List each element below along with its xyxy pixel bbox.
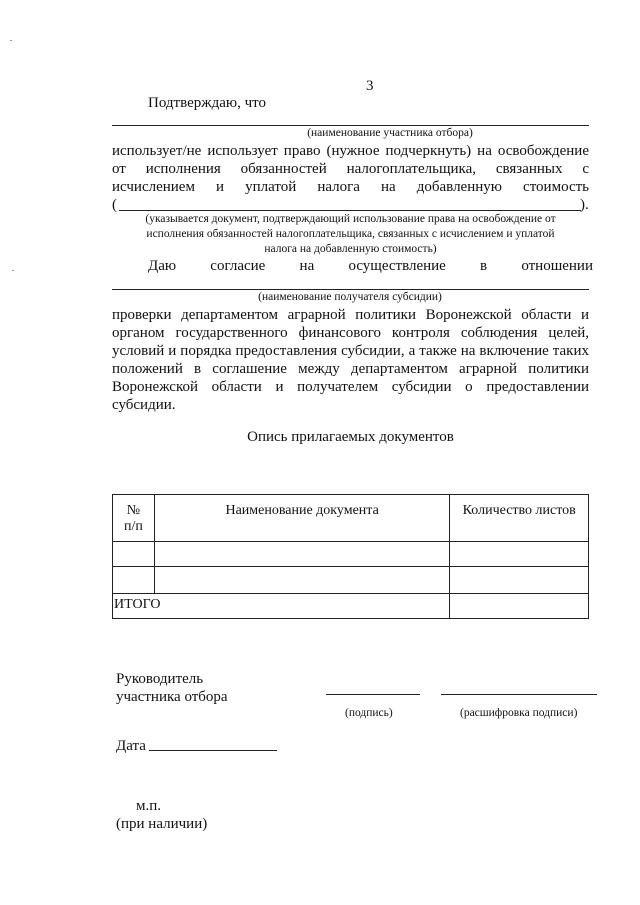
table-cell[interactable] [450,542,589,567]
vat-caption-line-2: исполнения обязанностей налогоплательщика, связанных с исчислением и уплатой [146,228,555,240]
close-paren: ). [580,197,589,213]
consent-line-1: проверки департаментом аграрной политики Воронежской области и [112,307,589,323]
vat-document-line [119,210,581,211]
signature-decode-caption: (расшифровка подписи) [460,707,578,719]
col-name-header: Наименование документа [154,495,450,542]
consent-line-5: Воронежской области и получателем субсидии о предоставлении [112,379,589,395]
open-paren: ( [112,197,117,213]
vat-caption-line-1: (указывается документ, подтверждающий использование права на освобождение от [145,213,556,225]
vat-line-2: от исполнения обязанностей налогоплательщика, связанных с [112,161,589,177]
date-label: Дата [116,738,146,754]
vat-caption-line-3: налога на добавленную стоимость) [264,243,437,255]
consent-line-2: органом государственного финансового контроля соблюдения целей, [112,325,589,341]
table-row [113,542,589,567]
table-cell[interactable] [113,542,155,567]
vat-line-1: использует/не использует право (нужное подчеркнуть) на освобождение [112,143,589,159]
signature-head-line-2: участника отбора [116,689,228,705]
intro-text: Подтверждаю, что [148,95,267,111]
margin-mark [10,40,12,41]
stamp-note: (при наличии) [116,816,208,832]
table-cell[interactable] [450,567,589,594]
recipient-caption: (наименование получателя субсидии) [258,291,442,303]
table-cell[interactable] [154,567,450,594]
signature-head-line-1: Руководитель [116,671,204,687]
total-row [113,594,589,619]
col-number-header [113,495,155,542]
table-cell[interactable] [154,542,450,567]
signature-decode-line [441,694,597,695]
total-value-cell[interactable] [450,594,589,619]
stamp-label: м.п. [136,798,162,814]
col-number-line-1: № [126,503,141,518]
date-line[interactable] [149,750,277,751]
total-label: ИТОГО [113,594,450,619]
vat-line-3: исчислением и уплатой налога на добавленную стоимость [112,179,589,195]
table-header-row [113,495,589,542]
signature-line [326,694,420,695]
col-sheets-header: Количество листов [450,495,589,542]
consent-line-3: условий и порядка предоставления субсидии, а также на включение таких [112,343,589,359]
consent-line-4: положений в соглашение между департаментом аграрной политики [112,361,589,377]
inventory-title: Опись прилагаемых документов [247,429,454,445]
participant-caption: (наименование участника отбора) [307,127,473,139]
consent-line-6: субсидии. [112,397,176,413]
page-number: 3 [366,78,374,94]
signature-caption: (подпись) [345,707,393,719]
consent-line: Даю согласие на осуществление в отношении [148,258,593,274]
table-row [113,567,589,594]
margin-mark [12,270,14,271]
documents-table [112,494,589,619]
table-cell[interactable] [113,567,155,594]
col-number-line-2: п/п [123,519,143,534]
